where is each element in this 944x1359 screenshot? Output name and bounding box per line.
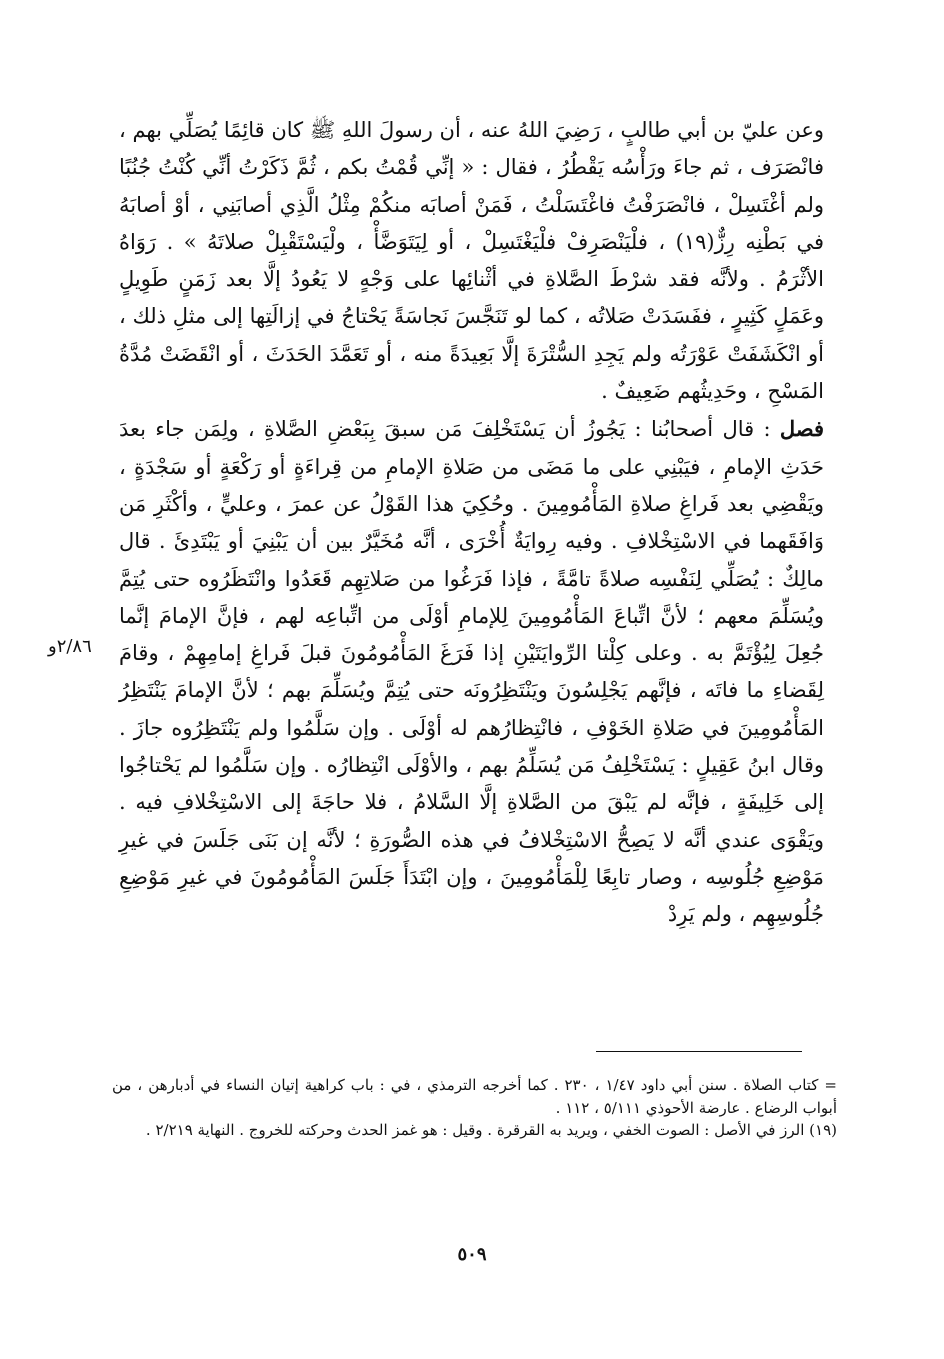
body-paragraph-2-text: : قال أصحابُنا : يَجُوزُ أن يَسْتَخْلِفَ مَن سبقَ بِبَعْضِ الصَّلاةِ ، ولِمَن جاء بعدَ حَدَثِ الإمامِ ، فيَبْنِي على ما مَضَى من صَلاةِ الإمامِ من قِراءَةٍ أو رَكْعَةٍ أو سَجْدَةٍ ، ويَقْضِي بعد فَراغِ صلاةِ المَأْمُومِينَ . وحُكِيَ هذا القَوْلُ عن عمرَ ، وعليٍّ ، وأكْثَرِ مَن وَافَقَهما في الاسْتِخْلافِ . وفيه رِوايَةٌ أُخْرَى ، أنَّه مُخَيَّرٌ بين أن يَبْنِيَ أو يَبْتَدِئَ . قال مالِكٌ : يُصَلِّي لِنَفْسِه صلاةً تامَّةً ، فإذا فَرَغُوا من صَلاتِهِم قَعَدُوا وانْتَظَرُوه حتى يُتِمَّ ويُسَلِّمَ معهم ؛ لأنَّ اتِّباعَ المَأْمُومِينَ لِلإمامِ أوْلَى من اتِّباعِه لهم ، فإنَّ الإمامَ إنَّما جُعِلَ لِيُؤْتَمَّ به . وعلى كِلْتا الرِّوايَتَيْنِ إذا فَرَغَ المَأْمُومُونَ قبلَ فَراغِ إمامِهِمْ ، وقامَ لِقَضاءِ ما فاتَه ، فإنَّهم يَجْلِسُونَ ويَنْتَظِرُونَه حتى يُتِمَّ ويُسَلِّمَ بهم ؛ لأنَّ الإمامَ يَنْتَظِرُ المَأْمُومِينَ في صَلاةِ الخَوْفِ ، فانْتِظارُهم له أوْلَى . وإن سَلَّمُوا ولم يَنْتَظِرُوه جازَ . وقال ابنُ عَقِيلٍ : يَسْتَخْلِفُ مَن يُسَلِّمُ بهم ، والأوْلَى انْتِظارُه . وإن سَلَّمُوا لم يَحْتاجُوا إلى خَلِيفَةٍ ، فإنَّه لم يَبْقَ من الصَّلاةِ إلَّا السَّلامُ ، فلا حاجَةَ إلى الاسْتِخْلافِ فيه . ويَقْوَى عندي أنَّه لا يَصِحُّ الاسْتِخْلافُ في هذه الصُّورَةِ ؛ لأنَّه إن بَنَى جَلَسَ في غيرِ مَوْضِعِ جُلُوسِه ، وصار تابِعًا لِلْمَأْمُومِينَ ، وإن ابْتَدَأَ جَلَسَ المَأْمُومُونَ في غيرِ مَوْضِعِ جُلُوسِهِم ، ولم يَرِدْ [119, 417, 824, 927]
footnote-19: (١٩) الرز في الأصل : الصوت الخفي ، ويريد به القرقرة . وقيل : هو غمز الحدث وحركته للخروج . النهاية ٢/٢١٩ . [145, 1121, 837, 1139]
footnotes-block [112, 1074, 837, 1142]
section-heading-fasl: فصل [779, 416, 824, 442]
body-paragraph-2 [119, 410, 824, 933]
manuscript-folio-marker: ٢/٨٦و [48, 636, 92, 657]
main-text-block [119, 112, 824, 934]
footnote-divider [596, 1051, 802, 1052]
page-number: ٥٠٩ [457, 1244, 487, 1265]
body-paragraph-1: وعن عليّ بن أبي طالبٍ ، رَضِيَ اللهُ عنه ، أن رسولَ اللهِ ﷺ كان قائِمًا يُصَلِّي بهم ، فانْصَرَف ، ثم جاءَ ورَأْسُه يَقْطُرُ ، فقال : « إنِّي قُمْتُ بكم ، ثُمَّ ذَكَرْتُ أنِّي كُنْتُ جُنُبًا ولم أغْتَسِلْ ، فانْصَرَفْتُ فاغْتَسَلْتُ ، فَمَنْ أصابَه منكُمْ مِثْلُ الَّذِي أصابَنِي ، أوْ أصابَهُ في بَطْنِه رِزٌّ(١٩) ، فلْيَنْصَرِفْ فلْيَغْتَسِلْ ، أو لِيَتَوَضَّأْ ، ولْيَسْتَقْبِلْ صلاتَهُ » . رَوَاهُ الأثْرَمُ . ولأنَّه فقد شرْطَ الصَّلاةِ في أثْنائِها على وَجْهٍ لا يَعُودُ إلَّا بعد زَمَنٍ طَوِيلٍ وعَمَلٍ كَثِيرٍ ، ففَسَدَتْ صَلاتُه ، كما لو تَنَجَّسَ نَجاسَةً يَحْتاجُ في إزالَتِها إلى مثلِ ذلك ، أو انْكَشَفَتْ عَوْرَتُه ولم يَجِدِ السُّتْرَةَ إلَّا بَعِيدَةً منه ، أو تَعَمَّدَ الحَدَثَ ، أو انْقَضَتْ مُدَّةُ المَسْحِ ، وحَدِيثُهم ضَعِيفٌ . [119, 118, 824, 404]
footnote-continuation: = كتاب الصلاة . سنن أبي داود ١/٤٧ ، ٢٣٠ . كما أخرجه الترمذي ، في : باب كراهية إتيان النساء في أدبارهن ، من أبواب الرضاع . عارضة الأحوذي ٥/١١١ ، ١١٢ . [112, 1076, 837, 1117]
